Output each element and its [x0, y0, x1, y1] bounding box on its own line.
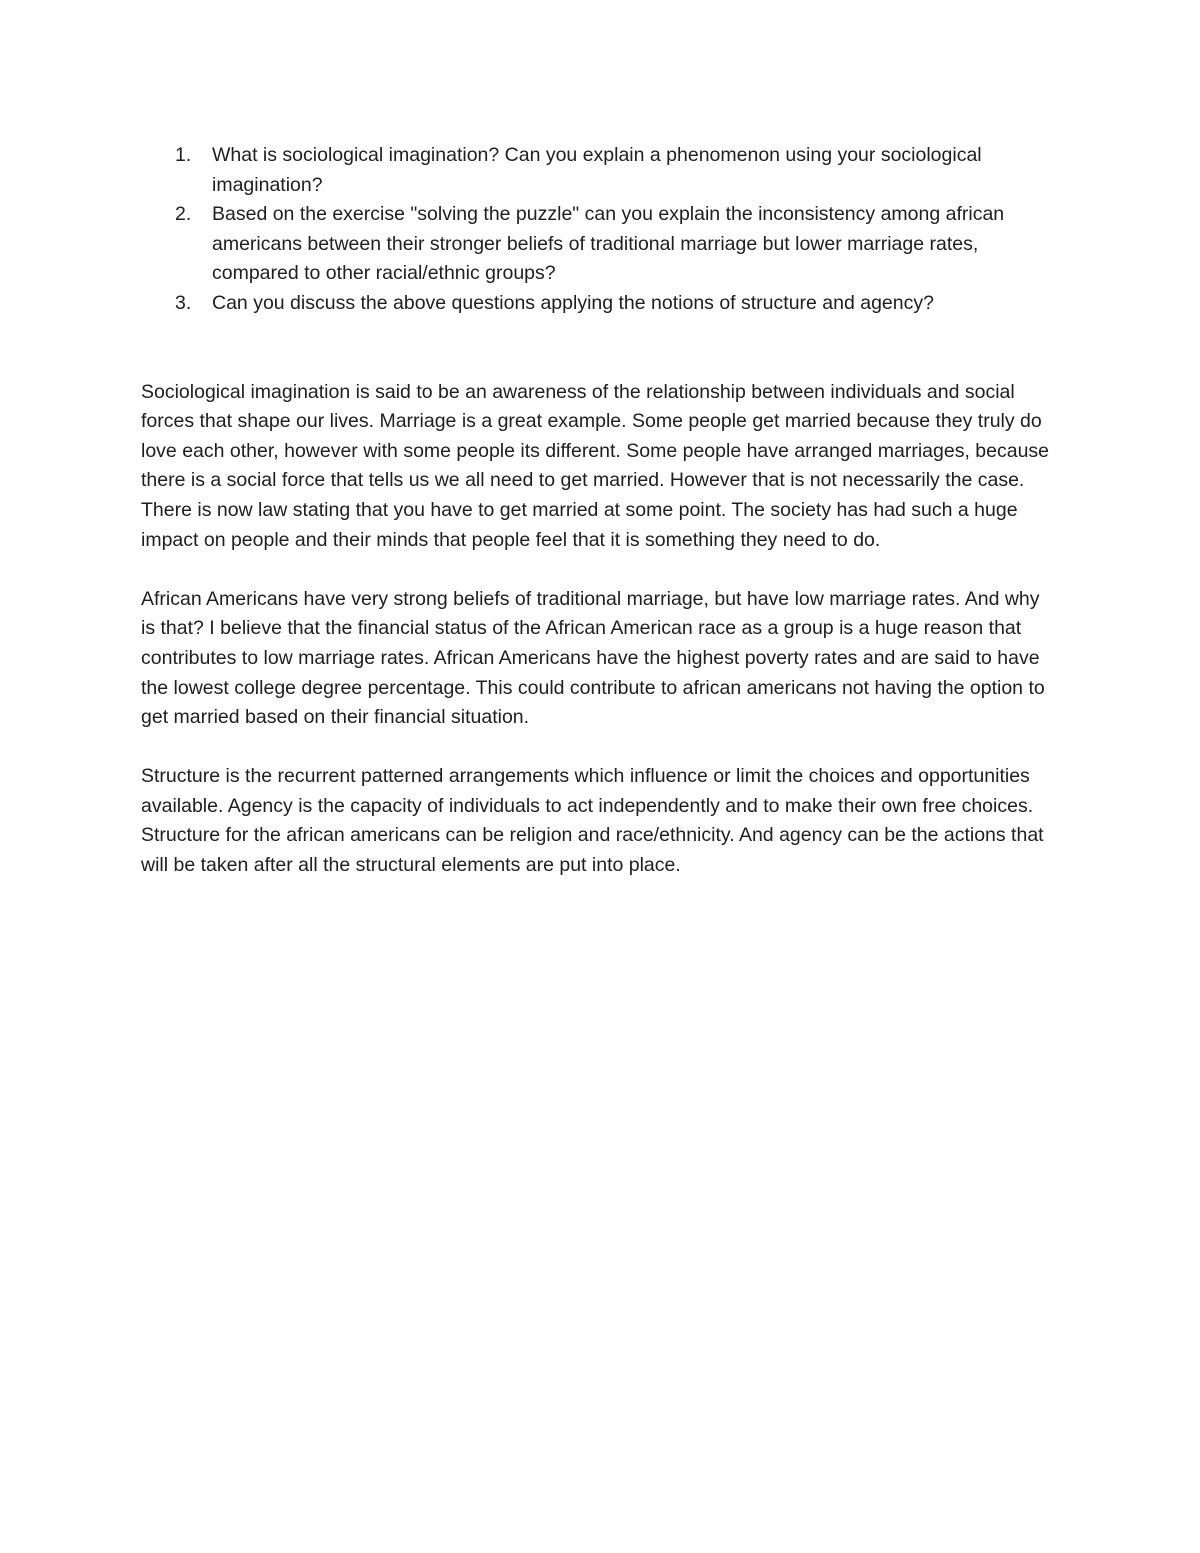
question-item — [141, 200, 1056, 289]
question-item — [141, 141, 1056, 200]
answer-paragraph-sociological-imagination: Sociological imagination is said to be an awareness of the relationship between individuals and social forces that shape our lives. Marriage is a great example. Some people get married because they truly do love each other, however with some people its different. Some people have arranged marriages, because there is a social force that tells us we all need to get married. However that is not necessarily the case. There is now law stating that you have to get married at some point. The society has had such a huge impact on people and their minds that people feel that it is something they need to do. — [141, 380, 1050, 551]
document-page — [141, 141, 1056, 910]
question-text: Can you discuss the above questions applying the notions of structure and agency? — [212, 291, 934, 314]
question-number: 3. — [175, 291, 192, 314]
question-text: Based on the exercise "solving the puzzle" can you explain the inconsistency among african americans between their stronger beliefs of traditional marriage but lower marriage rates, compared to other racial/ethnic groups? — [212, 203, 1005, 285]
answer-paragraph-structure-agency: Structure is the recurrent patterned arrangements which influence or limit the choices and opportunities available. Agency is the capacity of individuals to act independently and to make their own free choices. Structure for the african americans can be religion and race/ethnicity. And agency can be the actions that will be taken after all the structural elements are put into place. — [141, 765, 1044, 877]
question-list — [141, 141, 1056, 319]
question-item — [141, 289, 1056, 319]
answers-section — [141, 378, 1056, 881]
question-text: What is sociological imagination? Can you explain a phenomenon using your sociological imagination? — [212, 144, 982, 196]
question-number: 2. — [175, 203, 192, 226]
question-number: 1. — [175, 144, 192, 166]
answer-paragraph-marriage-rates: African Americans have very strong beliefs of traditional marriage, but have low marriage rates. And why is that? I believe that the financial status of the African American race as a group is a huge reason that contributes to low marriage rates. African Americans have the highest poverty rates and are said to have the lowest college degree percentage. This could contribute to african americans not having the option to get married based on their financial situation. — [141, 587, 1045, 729]
